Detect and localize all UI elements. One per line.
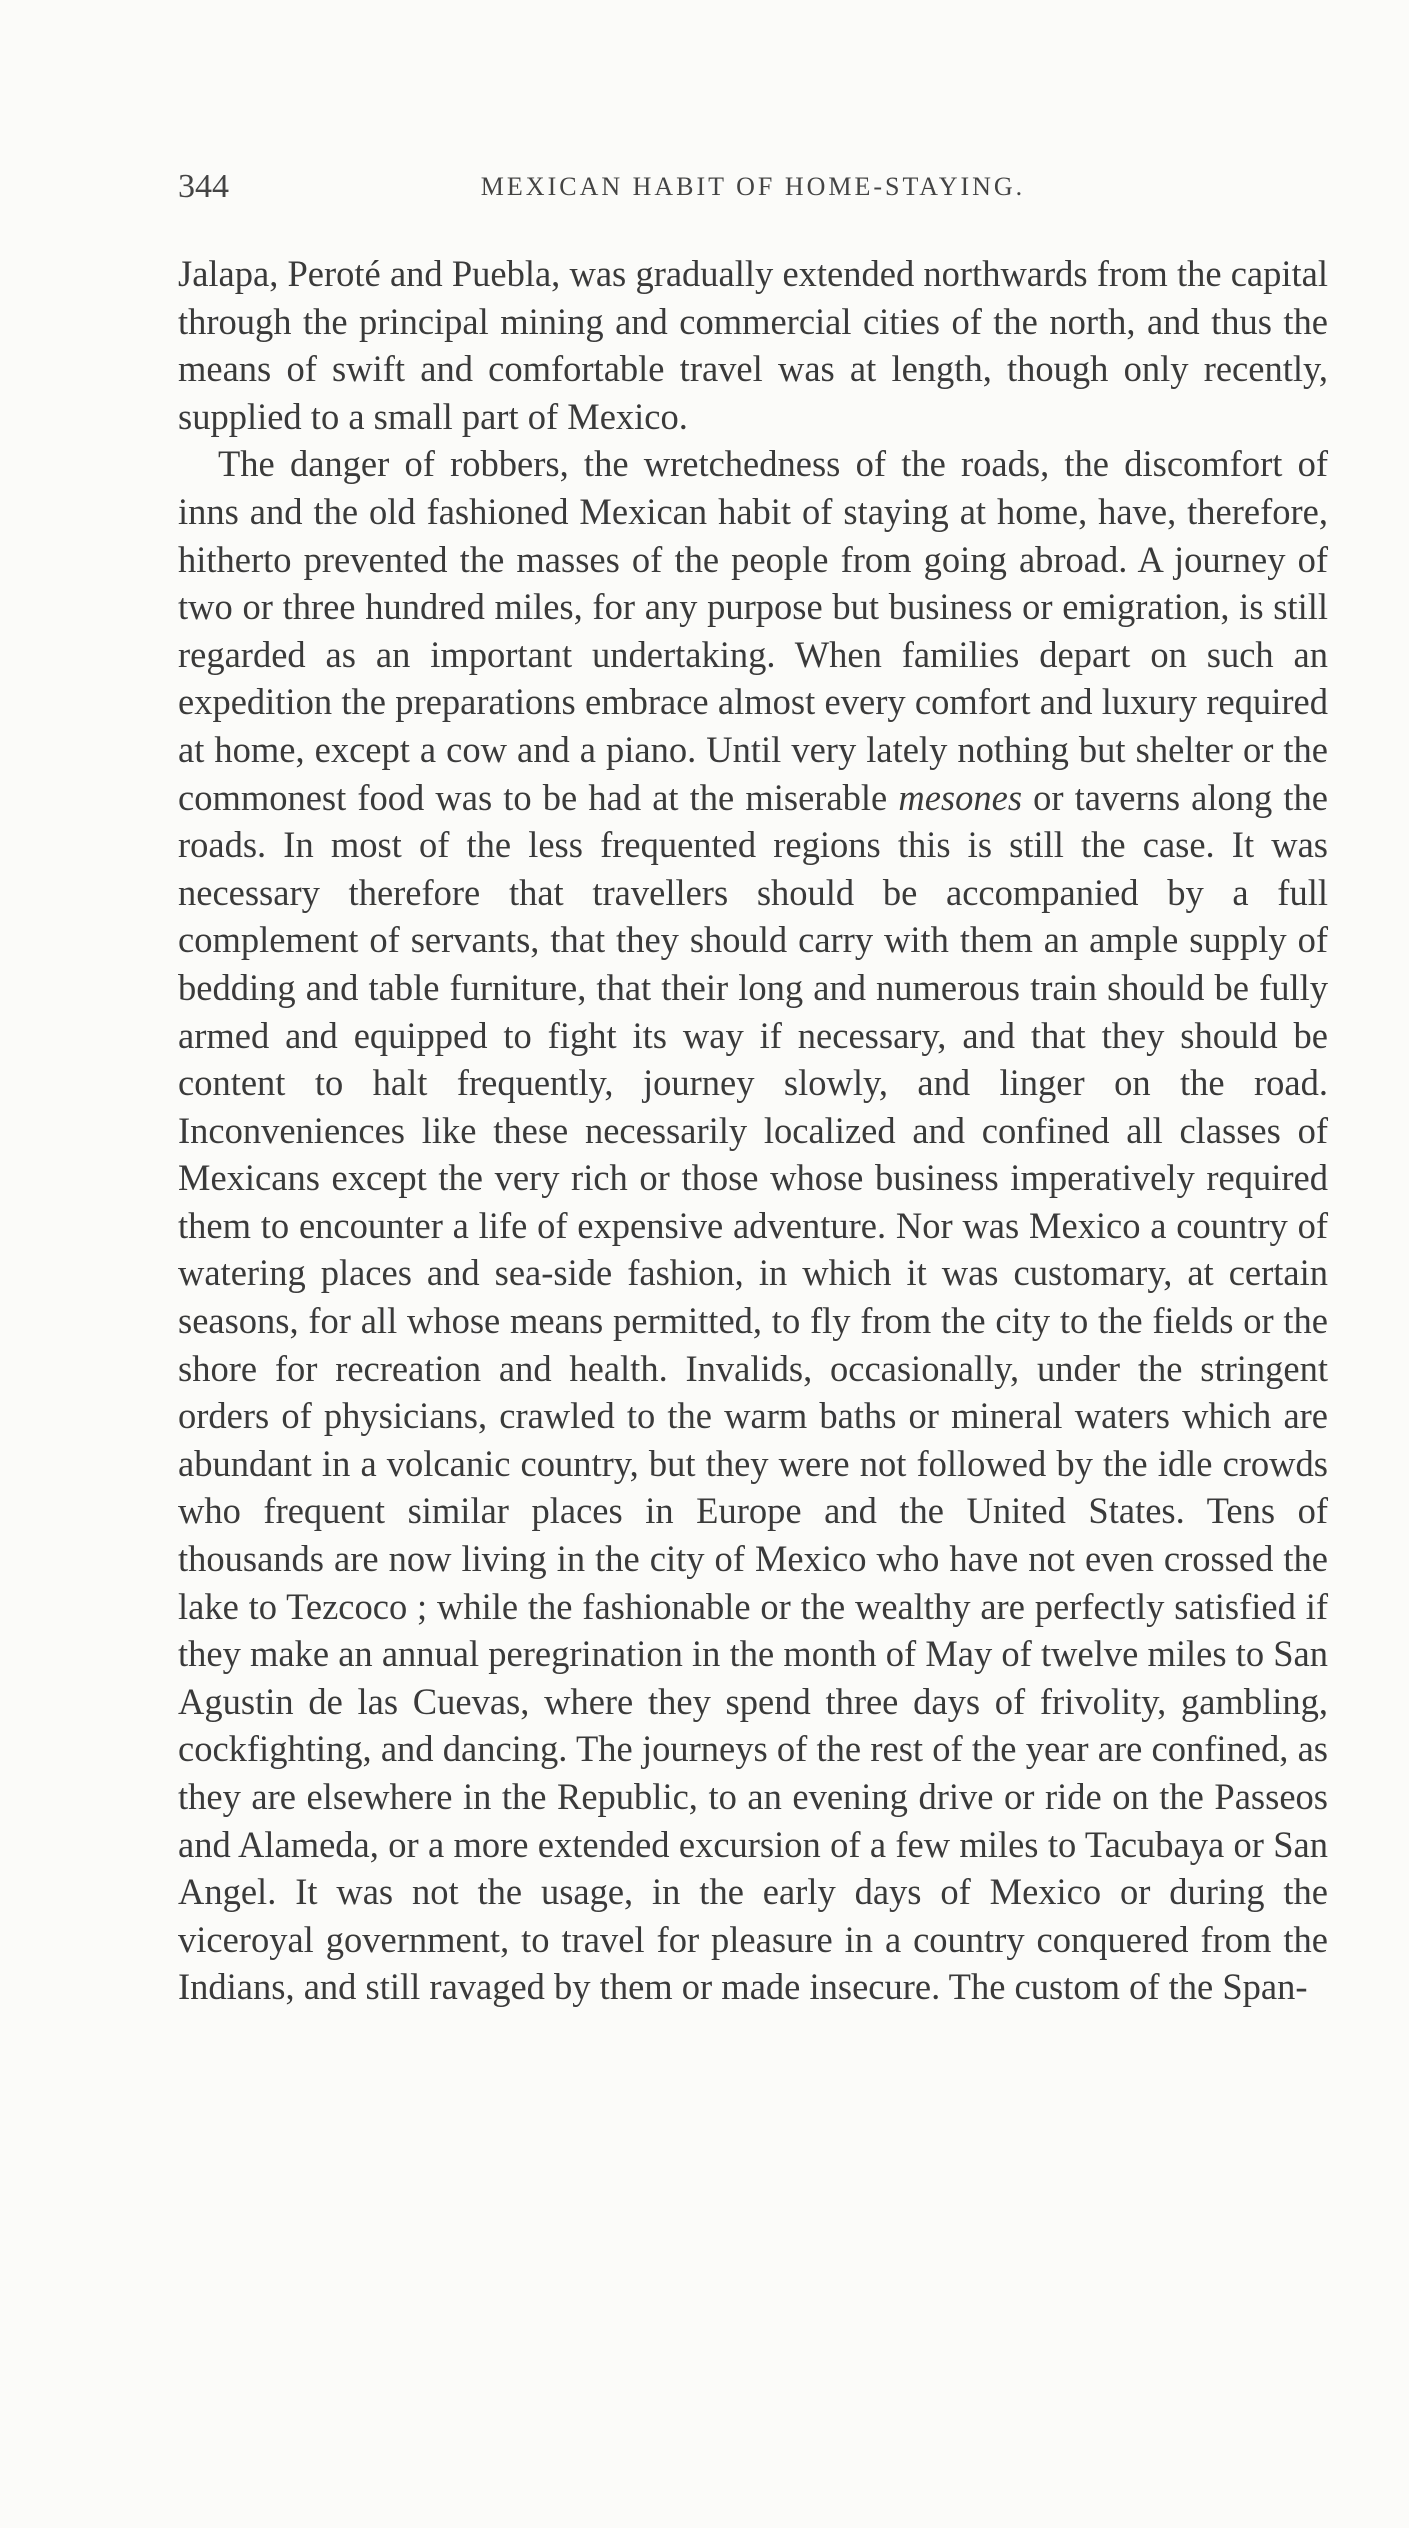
book-page <box>178 150 1328 2011</box>
paragraph-text: The danger of robbers, the wretchedness of the roads, the discomfort of inns and the old fashioned Mexican habit of staying at home, have, therefore, hitherto prevented the masses of the people from going abroad. A journey of two or three hundred miles, for any purpose but business or emigration, is still regarded as an important undertaking. When families depart on such an expedition the preparations embrace almost every comfort and luxury required at home, except a cow and a piano. Until very lately nothing but shelter or the commonest food was to be had at the miserable <box>178 443 1328 818</box>
paragraph-continued: Jalapa, Peroté and Puebla, was gradually extended northwards from the capital through the principal mining and commercial cities of the north, and thus the means of swift and comfortable travel was at length, though only recently, supplied to a small part of Mexico. <box>178 253 1328 437</box>
italic-term-mesones: mesones <box>898 776 1023 818</box>
body-text <box>178 250 1328 2011</box>
paragraph-danger-of-robbers <box>178 440 1328 2011</box>
page-number: 344 <box>178 168 229 205</box>
paragraph-text: or taverns along the roads. In most of the less frequented regions this is still the case. It was necessary therefore that travellers should be accompanied by a full complement of servants, that they should carry with them an ample supply of bedding and table furniture, that their long and numerous train should be fully armed and equipped to fight its way if necessary, and that they should be content to halt frequently, journey slowly, and linger on the road. Inconveniences like these necessarily localized and confined all classes of Mexicans except the very rich or those whose business imperatively required them to encounter a life of expensive adventure. Nor was Mexico a country of watering places and sea-side fashion, in which it was customary, at certain seasons, for all whose means permitted, to fly from the city to the fields or the shore for recreation and health. Invalids, occasionally, under the stringent orders of physicians, crawled to the warm baths or mineral waters which are abundant in a volcanic country, but they were not followed by the idle crowds who frequent similar places in Europe and the United States. Tens of thousands are now living in the city of Mexico who have not even crossed the lake to Tezcoco ; while the fashionable or the wealthy are perfectly satisfied if they make an annual peregrination in the month of May of twelve miles to San Agustin de las Cuevas, where they spend three days of frivolity, gambling, cockfighting, and dancing. The journeys of the rest of the year are confined, as they are elsewhere in the Republic, to an evening drive or ride on the Passeos and Alameda, or a more extended excursion of a few miles to Tacubaya or San Angel. It was not the usage, in the early days of Mexico or during the viceroyal government, to travel for pleasure in a country conquered from the Indians, and still ravaged by them or made insecure. The custom of the Span- <box>178 776 1328 2008</box>
running-head: MEXICAN HABIT OF HOME-STAYING. <box>480 172 1026 201</box>
page-header <box>178 150 1328 210</box>
